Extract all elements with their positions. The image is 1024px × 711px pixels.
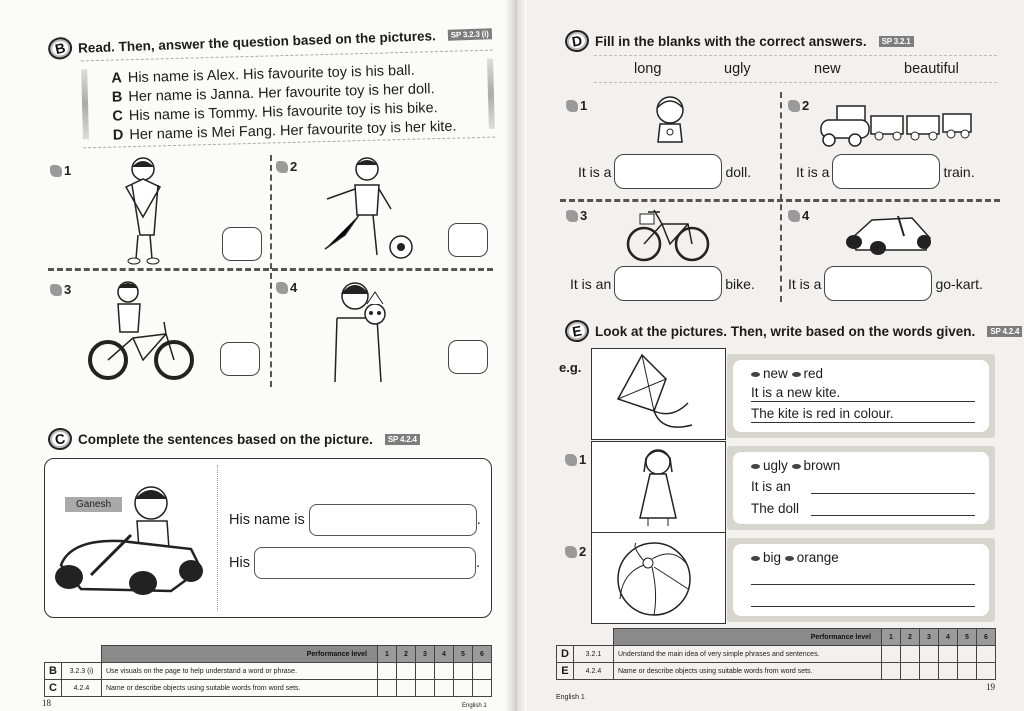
line-prefix-1: It is an [751, 479, 791, 494]
bullet-icon [751, 556, 760, 561]
level-checkbox[interactable] [920, 663, 939, 680]
statement-d: D Her name is Mei Fang. Her favourite toy is her kite. [112, 118, 457, 144]
grid-cell-1 [48, 155, 270, 268]
section-e-header [565, 320, 1022, 342]
item-number-2: 2 [276, 159, 297, 174]
writing-line [751, 401, 975, 402]
level-checkbox[interactable] [397, 680, 416, 697]
kite-picture-frame [591, 348, 726, 440]
section-c-badge: C [46, 426, 73, 452]
performance-header: Performance level [613, 629, 881, 646]
example-line-1: It is a new kite. [751, 385, 841, 400]
answer-box-1[interactable] [222, 227, 262, 261]
girl-with-kite-picture [118, 155, 168, 267]
girl-with-doll-picture [327, 274, 397, 384]
puzzle-icon [565, 546, 577, 558]
level-checkbox[interactable] [901, 663, 920, 680]
section-e-sp-code: SP 4.2.4 [987, 326, 1022, 337]
level-checkbox[interactable] [958, 646, 977, 663]
level-checkbox[interactable] [454, 663, 473, 680]
level-checkbox[interactable] [473, 680, 492, 697]
word-cues: ugly brown [751, 458, 840, 473]
level-checkbox[interactable] [920, 646, 939, 663]
section-c-box [44, 458, 492, 618]
section-b-badge: B [46, 35, 74, 62]
grid-cell-2 [272, 155, 494, 268]
sentence-prefix: His [229, 555, 250, 571]
performance-header: Performance level [101, 646, 377, 663]
level-2: 2 [397, 646, 416, 663]
box-edge [487, 59, 495, 129]
box-edge [81, 69, 89, 139]
level-checkbox[interactable] [939, 663, 958, 680]
page-number-left: 18 [42, 698, 51, 708]
level-checkbox[interactable] [416, 680, 435, 697]
example-panel [727, 354, 995, 438]
name-answer-field[interactable] [309, 504, 477, 536]
word-bank-item: ugly [724, 61, 751, 77]
sentence-prefix: His name is [229, 512, 305, 528]
example-line-2: The kite is red in colour. [751, 406, 894, 421]
level-checkbox[interactable] [397, 663, 416, 680]
answer-panel-2 [727, 538, 995, 622]
item-number-1: 1 [50, 163, 71, 178]
item-number-3: 3 [566, 208, 587, 223]
grid-cell-4 [272, 272, 494, 385]
word-bank-item: new [814, 61, 841, 77]
level-checkbox[interactable] [435, 663, 454, 680]
level-5: 5 [454, 646, 473, 663]
puzzle-icon [50, 284, 62, 296]
puzzle-icon [50, 165, 62, 177]
line-prefix-2: The doll [751, 501, 800, 516]
level-checkbox[interactable] [882, 646, 901, 663]
level-6: 6 [473, 646, 492, 663]
word-bank-item: long [634, 61, 662, 77]
performance-table-right [556, 628, 996, 680]
level-3: 3 [416, 646, 435, 663]
level-3: 3 [920, 629, 939, 646]
go-kart-answer-field[interactable] [824, 266, 932, 301]
sentence-row-1: It is a doll. [578, 154, 751, 189]
section-e-badge: E [563, 318, 590, 344]
old-doll-picture-frame [591, 441, 726, 533]
section-b-sp-code: SP 3.2.3 (i) [448, 28, 492, 41]
sentence-suffix: . [476, 512, 481, 528]
sentence-suffix: . [475, 555, 480, 571]
section-d-header [565, 30, 914, 52]
go-kart-picture [842, 208, 938, 258]
his-answer-field[interactable] [254, 547, 476, 579]
picture-grid-b [48, 155, 493, 387]
bullet-icon [792, 372, 801, 377]
section-d-title: Fill in the blanks with the correct answers. [595, 33, 867, 49]
train-answer-field[interactable] [832, 154, 940, 189]
section-c-sp-code: SP 4.2.4 [385, 434, 420, 445]
bullet-icon [785, 556, 794, 561]
bullet-icon [751, 464, 760, 469]
level-checkbox[interactable] [977, 663, 996, 680]
boy-kicking-ball-picture [317, 155, 417, 263]
bullet-icon [751, 372, 760, 377]
boy-with-bike-picture [88, 276, 198, 384]
level-checkbox[interactable] [958, 663, 977, 680]
bike-answer-field[interactable] [614, 266, 722, 301]
bicycle-picture [626, 202, 710, 262]
level-checkbox[interactable] [435, 680, 454, 697]
kite-picture [592, 349, 724, 437]
item-number-1: 1 [566, 98, 587, 113]
divider [217, 465, 218, 611]
level-1: 1 [378, 646, 397, 663]
word-bank [594, 55, 997, 83]
level-checkbox[interactable] [454, 680, 473, 697]
divider [48, 268, 493, 271]
item-number-3: 3 [50, 282, 71, 297]
statement-box [81, 50, 495, 149]
name-label: Ganesh [65, 497, 122, 512]
performance-row: D 3.2.1 Understand the main idea of very simple phrases and sentences. [557, 646, 996, 663]
answer-box-3[interactable] [220, 342, 260, 376]
level-4: 4 [939, 629, 958, 646]
sentence-row-2 [229, 547, 480, 579]
word-bank-item: beautiful [904, 61, 959, 77]
performance-row: E 4.2.4 Name or describe objects using suitable words from word sets. [557, 663, 996, 680]
footer-label-right: English 1 [556, 694, 585, 701]
level-6: 6 [977, 629, 996, 646]
level-checkbox[interactable] [416, 663, 435, 680]
picture-grid-d [560, 92, 1000, 302]
grid-cell-3 [48, 272, 270, 385]
statement-b: B Her name is Janna. Her favourite toy is her doll. [111, 81, 435, 106]
section-d-sp-code: SP 3.2.1 [879, 36, 914, 47]
level-4: 4 [435, 646, 454, 663]
item-number-4: 4 [788, 208, 809, 223]
puzzle-icon [276, 161, 288, 173]
section-b-title: Read. Then, answer the question based on the pictures. [77, 27, 436, 56]
level-checkbox[interactable] [901, 646, 920, 663]
puzzle-icon [566, 100, 578, 112]
writing-line [751, 422, 975, 423]
beach-ball-picture-frame [591, 532, 726, 624]
answer-box-2[interactable] [448, 223, 488, 257]
level-5: 5 [958, 629, 977, 646]
example-label: e.g. [559, 360, 582, 375]
writing-line-input[interactable] [811, 493, 975, 494]
doll-answer-field[interactable] [614, 154, 722, 189]
divider [780, 92, 782, 302]
level-checkbox[interactable] [882, 663, 901, 680]
level-checkbox[interactable] [977, 646, 996, 663]
beach-ball-picture [592, 533, 724, 621]
footer-label-left: English 1 [462, 703, 487, 709]
word-cues: big orange [751, 550, 839, 565]
section-c-header [48, 428, 420, 450]
sentence-row-4: It is a go-kart. [788, 266, 983, 301]
old-doll-picture [592, 442, 724, 530]
item-number-4: 4 [276, 280, 297, 295]
puzzle-icon [276, 282, 288, 294]
page-number-right: 19 [986, 682, 995, 692]
writing-line-input[interactable] [811, 515, 975, 516]
answer-panel-1 [727, 446, 995, 530]
statement-c: C His name is Tommy. His favourite toy is his bike. [112, 100, 438, 125]
puzzle-icon [566, 210, 578, 222]
sentence-row-3: It is an bike. [570, 266, 755, 301]
level-checkbox[interactable] [378, 680, 397, 697]
section-d-badge: D [563, 28, 590, 54]
puzzle-icon [788, 210, 800, 222]
puzzle-icon [565, 454, 577, 466]
level-checkbox[interactable] [378, 663, 397, 680]
level-2: 2 [901, 629, 920, 646]
puzzle-icon [788, 100, 800, 112]
section-e-title: Look at the pictures. Then, write based on the words given. [595, 323, 976, 339]
sentence-row-2: It is a train. [796, 154, 975, 189]
level-checkbox[interactable] [473, 663, 492, 680]
writing-line-input[interactable] [751, 584, 975, 585]
bullet-icon [792, 464, 801, 469]
section-c-title: Complete the sentences based on the picture. [78, 431, 373, 447]
performance-row: B 3.2.3 (i) Use visuals on the page to help understand a word or phrase. [45, 663, 492, 680]
answer-box-4[interactable] [448, 340, 488, 374]
word-cues: new red [751, 366, 823, 381]
train-picture [815, 102, 975, 148]
performance-table-left [44, 645, 492, 697]
performance-row: C 4.2.4 Name or describe objects using suitable words from word sets. [45, 680, 492, 697]
statement-a: A His name is Alex. His favourite toy is his ball. [111, 62, 415, 87]
item-number-e2: 2 [565, 544, 586, 559]
writing-line-input[interactable] [751, 606, 975, 607]
sentence-row-1 [229, 504, 481, 536]
doll-picture [650, 94, 690, 148]
item-number-2: 2 [788, 98, 809, 113]
level-checkbox[interactable] [939, 646, 958, 663]
boy-in-go-kart-picture [51, 479, 211, 597]
level-1: 1 [882, 629, 901, 646]
item-number-e1: 1 [565, 452, 586, 467]
